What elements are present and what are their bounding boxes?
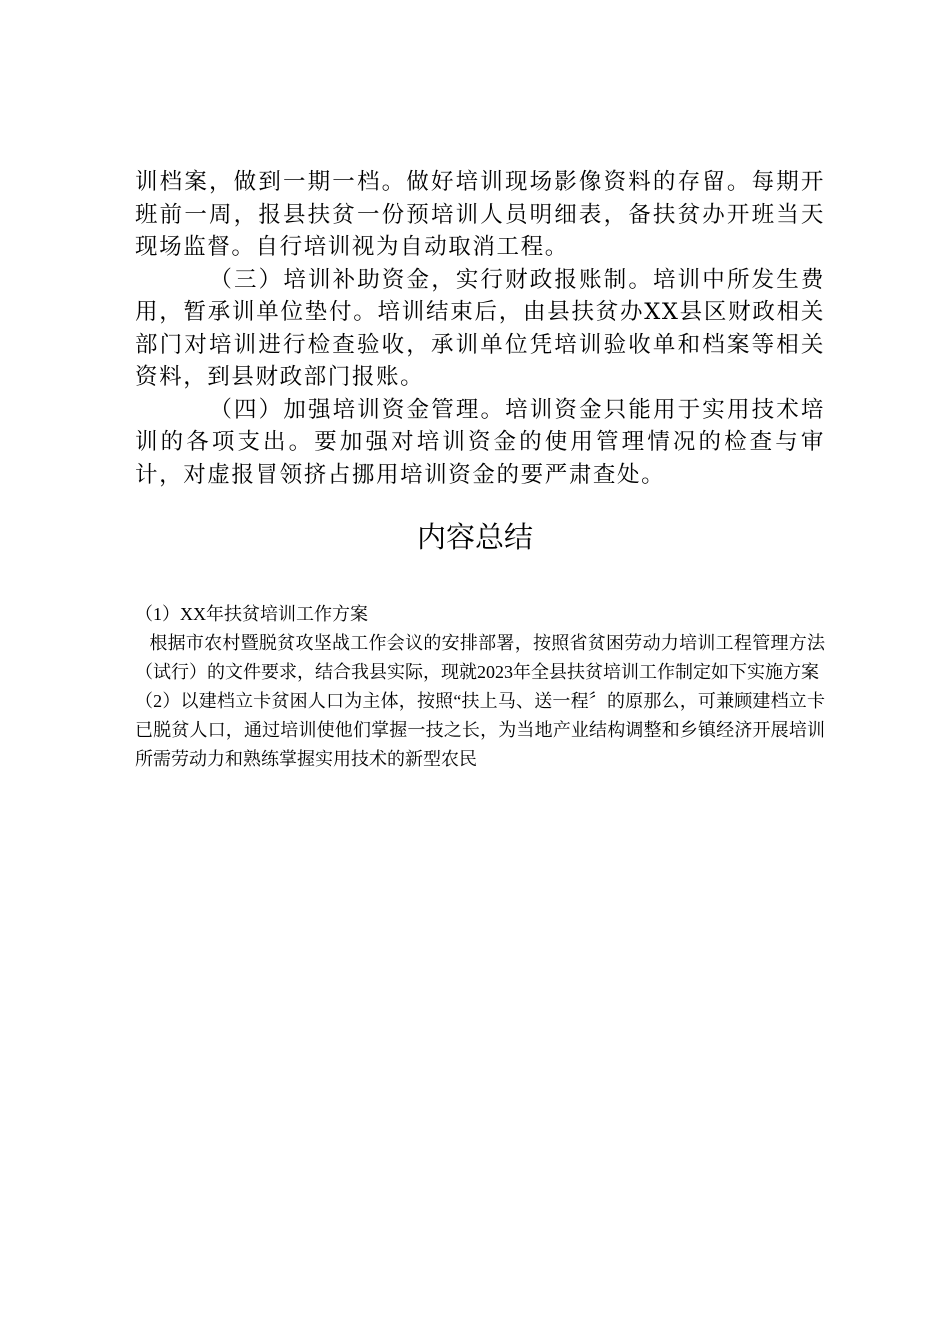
- document-body: [135, 166, 825, 491]
- body-paragraph-1: 训档案，做到一期一档。做好培训现场影像资料的存留。每期开班前一周，报县扶贫一份预培训人员明细表，备扶贫办开班当天现场监督。自行培训视为自动取消工程。: [135, 169, 825, 260]
- summary-title: 内容总结: [416, 522, 533, 554]
- summary-section: [135, 600, 825, 774]
- summary-item-1: （1）XX年扶贫培训工作方案: [135, 604, 368, 624]
- body-paragraph-2: （三）培训补助资金，实行财政报账制。培训中所发生费用，暂承训单位垫付。培训结束后，由县扶贫办XX县区财政相关部门对培训进行检查验收，承训单位凭培训验收单和档案等相关资料，到县财政部门报账。: [135, 266, 825, 390]
- body-paragraph-3: （四）加强培训资金管理。培训资金只能用于实用技术培训的各项支出。要加强对培训资金的使用管理情况的检查与审计，对虚报冒领挤占挪用培训资金的要严肃查处。: [135, 396, 825, 488]
- summary-item-3: （2）以建档立卡贫困人口为主体，按照“扶上马、送一程〞的原那么，可兼顾建档立卡已脱贫人口，通过培训使他们掌握一技之长，为当地产业结构调整和乡镇经济开展培训所需劳动力和熟练掌握实用技术的新型农民: [135, 691, 825, 769]
- summary-item-2: 根据市农村暨脱贫攻坚战工作会议的安排部署，按照省贫困劳动力培训工程管理方法（试行）的文件要求，结合我县实际，现就2023年全县扶贫培训工作制定如下实施方案: [135, 633, 826, 682]
